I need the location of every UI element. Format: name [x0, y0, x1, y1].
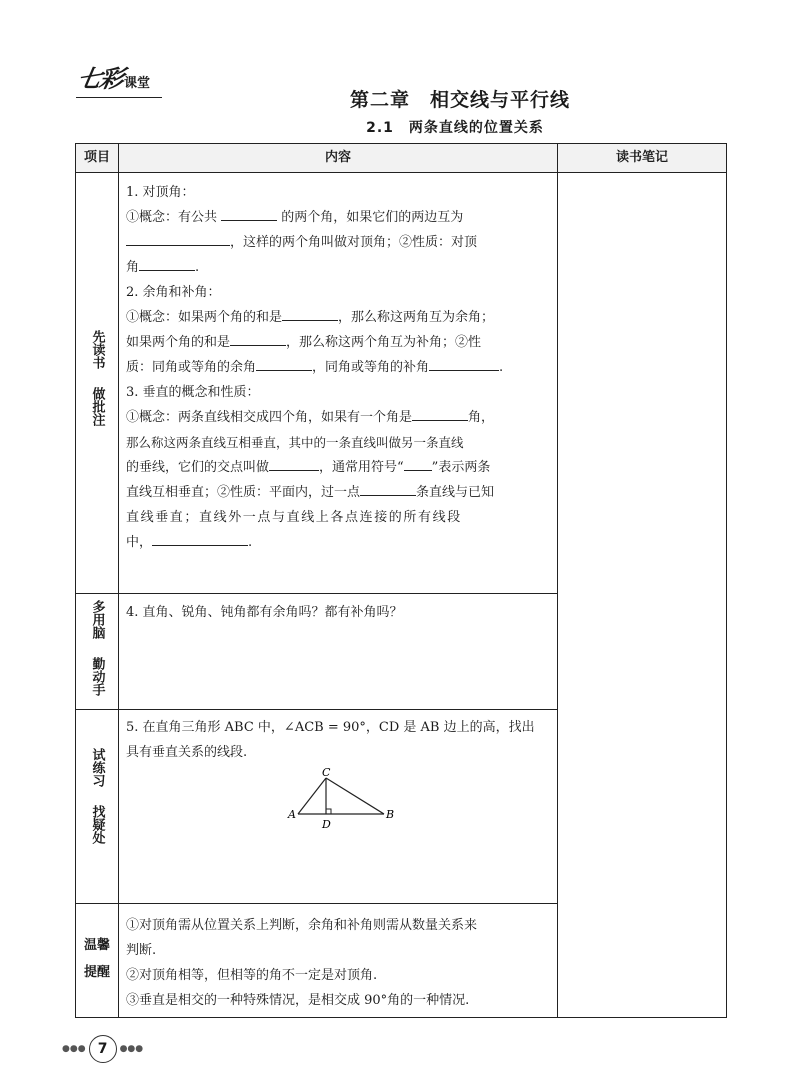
right-angle-mark [326, 809, 331, 814]
question-text: 具有垂直关系的线段. [126, 745, 248, 760]
header-item: 项目 [76, 144, 118, 172]
row-divider [76, 903, 558, 904]
vertex-label-b: B [386, 808, 394, 821]
row-divider [76, 709, 558, 710]
text-line: . [248, 535, 253, 550]
row-content-read [126, 180, 558, 555]
row-label-tips [76, 936, 118, 982]
fill-blank[interactable] [126, 231, 230, 246]
text-line: 1. 对顶角： [126, 185, 195, 200]
row-content-tips [126, 913, 558, 1013]
side-bc [326, 778, 384, 814]
decoration-dots: ●●● [119, 1044, 144, 1054]
text-line: ，通常用符号“ [319, 460, 404, 475]
page-number: 7 [89, 1035, 117, 1063]
text-line: 3. 垂直的概念和性质： [126, 385, 260, 400]
fill-blank[interactable] [429, 356, 499, 371]
text-line: 条直线与已知 [416, 485, 495, 500]
fill-blank[interactable] [139, 256, 195, 271]
text-line: 如果两个角的和是 [126, 335, 231, 350]
logo-small-text: 课堂 [124, 76, 151, 91]
vertex-label-c: C [322, 766, 331, 779]
fill-blank[interactable] [412, 406, 468, 421]
tip-text: 判断. [126, 943, 157, 958]
text-line: 那么称这两条直线互相垂直，其中的一条直线叫做另一条直线 [126, 435, 464, 450]
text-line: ，这样的两个角叫做对顶角；②性质：对顶 [230, 235, 478, 250]
text-line: 的两个角，如果它们的两边互为 [281, 210, 464, 225]
decoration-dots: ●●● [62, 1044, 86, 1054]
label-top: 温馨 [83, 938, 110, 953]
study-table [75, 143, 727, 1018]
question-text: 5. 在直角三角形 ABC 中，∠ACB = 90°，CD 是 AB 边上的高，找出 [126, 720, 535, 735]
header-notes: 读书笔记 [558, 144, 726, 172]
text-line: ①概念：如果两个角的和是 [126, 310, 283, 325]
fill-blank[interactable] [152, 531, 248, 546]
tip-text: ③垂直是相交的一种特殊情况，是相交成 90°角的一种情况. [126, 993, 470, 1008]
triangle-figure [284, 766, 394, 838]
chapter-title: 第二章 相交线与平行线 [349, 89, 570, 111]
row-content-think [126, 600, 558, 625]
label-top: 先读书 [89, 330, 105, 369]
row-divider [76, 593, 558, 594]
vertex-label-d: D [322, 818, 331, 831]
label-top: 多用脑 [89, 600, 105, 639]
text-line: ，同角或等角的补角 [312, 360, 430, 375]
logo-script: 七彩 [75, 64, 125, 93]
page-number-badge [62, 1035, 143, 1063]
fill-blank[interactable] [230, 331, 286, 346]
text-line: 角， [468, 410, 495, 425]
text-line: ①概念：有公共 [126, 210, 218, 225]
text-line: ”表示两条 [431, 460, 491, 475]
fill-blank[interactable] [269, 456, 319, 471]
header-content: 内容 [119, 144, 557, 172]
text-line: 直线垂直；直线外一点与直线上各点连接的所有线段 [126, 510, 462, 525]
label-bottom: 勤动手 [89, 657, 105, 696]
label-bottom: 找疑处 [89, 805, 105, 844]
text-line: . [195, 260, 200, 275]
side-ac [298, 778, 326, 814]
text-line: . [499, 360, 504, 375]
label-bottom: 做批注 [89, 387, 105, 426]
tip-text: ②对顶角相等，但相等的角不一定是对顶角. [126, 968, 378, 983]
row-label-read [76, 330, 118, 426]
column-divider [118, 144, 119, 1017]
text-line: 质：同角或等角的余角 [126, 360, 257, 375]
text-line: ①概念：两条直线相交成四个角，如果有一个角是 [126, 410, 413, 425]
fill-blank[interactable] [282, 306, 338, 321]
text-line: 角 [126, 260, 140, 275]
tip-text: ①对顶角需从位置关系上判断，余角和补角则需从数量关系来 [126, 918, 478, 933]
row-label-think [76, 600, 118, 696]
fill-blank[interactable] [256, 356, 312, 371]
question-text: 4. 直角、锐角、钝角都有余角吗？都有补角吗？ [126, 605, 403, 620]
label-bottom: 提醒 [83, 965, 110, 980]
row-label-practice [76, 748, 118, 844]
fill-blank[interactable] [221, 206, 277, 221]
row-content-practice [126, 715, 558, 765]
text-line: 直线互相垂直；②性质：平面内，过一点 [126, 485, 361, 500]
fill-blank[interactable] [404, 456, 432, 471]
text-line: ，那么称这两角互为余角； [338, 310, 495, 325]
text-line: 2. 余角和补角： [126, 285, 221, 300]
label-top: 试练习 [89, 748, 105, 787]
fill-blank[interactable] [360, 481, 416, 496]
text-line: ，那么称这两个角互为补角；②性 [286, 335, 482, 350]
text-line: 的垂线，它们的交点叫做 [126, 460, 270, 475]
row-divider [76, 172, 726, 173]
section-title: 2.1 两条直线的位置关系 [366, 120, 544, 136]
vertex-label-a: A [288, 808, 296, 821]
text-line: 中， [126, 535, 153, 550]
